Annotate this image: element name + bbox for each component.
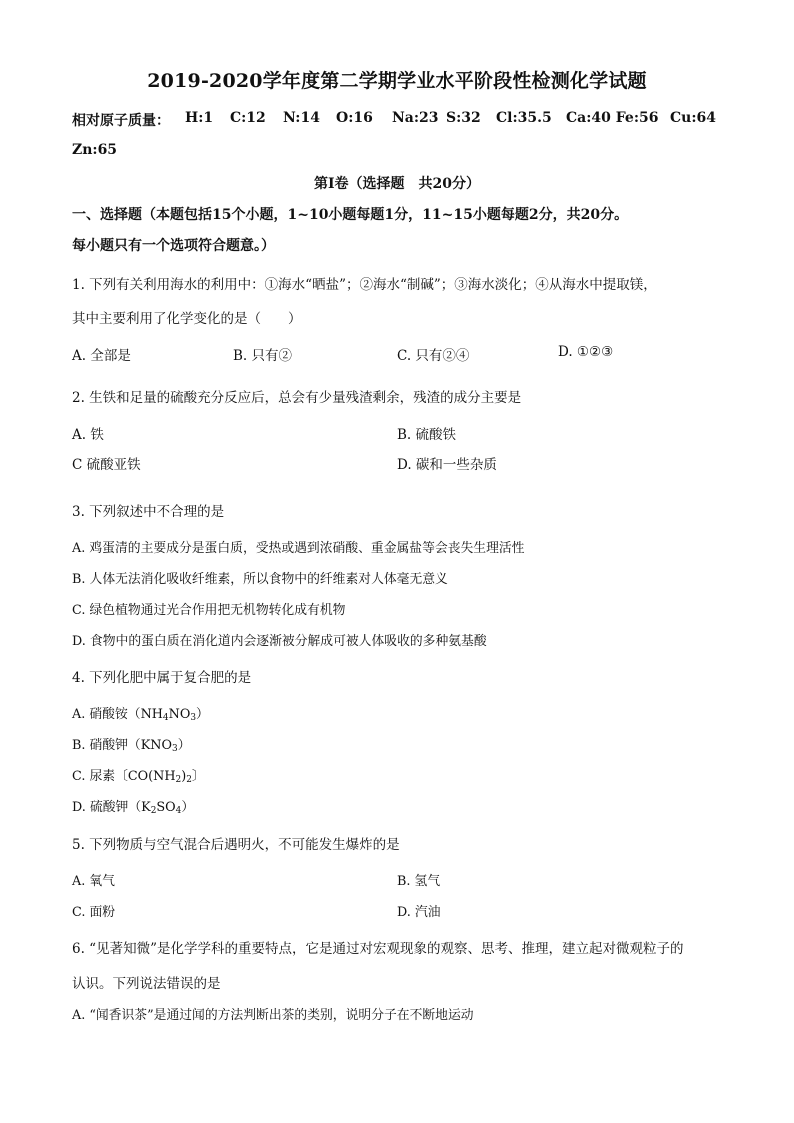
section-heading-line1: 一、选择题（本题包括15个小题，1~10小题每题1分，11~15小题每题2分，共20分。 [72,207,629,223]
q4-option-a-sub2: 3 [190,713,197,724]
q4-option-a [72,703,209,722]
atomic-mass-cl: Cl:35.5 [496,110,552,126]
q4-option-a-suffix: ） [196,707,209,722]
atomic-mass-ca-fe: Ca:40 Fe:56 [566,110,659,126]
q4-option-b-sub1: 3 [171,744,178,755]
q1-option-d: D. ①②③ [558,344,614,360]
q2-stem: 2. 生铁和足量的硫酸充分反应后，总会有少量残渣剩余，残渣的成分主要是 [72,390,522,406]
q6-stem-line1: 6. “见著知微”是化学学科的重要特点，它是通过对宏观现象的观察、思考、推理，建立起对微观粒子的 [72,941,684,957]
atomic-mass-h: H:1 [185,110,214,126]
q5-option-d: D. 汽油 [397,905,441,920]
q3-option-b: B. 人体无法消化吸收纤维素，所以食物中的纤维素对人体毫无意义 [72,572,448,587]
atomic-mass-label: 相对原子质量： [72,113,170,129]
q4-option-d [72,796,194,815]
atomic-mass-line [72,110,170,130]
q4-option-d-sub1: 2 [150,806,157,817]
q4-stem: 4. 下列化肥中属于复合肥的是 [72,670,252,686]
q4-option-c-sub1: 2 [175,775,182,786]
q4-option-d-suffix: ） [181,800,195,815]
q3-stem: 3. 下列叙述中不合理的是 [72,504,225,520]
q2-option-d: D. 碳和一些杂质 [397,457,497,473]
atomic-mass-cu: Cu:64 [670,110,716,126]
q4-option-c-mid: ) [181,769,187,784]
atomic-mass-zn: Zn:65 [72,142,118,158]
atomic-mass-o: O:16 [336,110,373,126]
q1-option-c: C. 只有②④ [397,348,470,364]
q6-option-a: A. “闻香识茶”是通过闻的方法判断出茶的类别，说明分子在不断地运动 [72,1008,474,1023]
q3-option-c: C. 绿色植物通过光合作用把无机物转化成有机物 [72,603,346,618]
q5-option-b: B. 氢气 [397,874,441,889]
q4-option-a-sub1: 4 [162,713,169,724]
q1-option-b: B. 只有② [233,348,293,364]
q4-option-b-prefix: B. 硝酸钾（KNO [72,738,172,753]
q4-option-d-sub2: 4 [175,806,182,817]
atomic-mass-c: C:12 [230,110,266,126]
q4-option-c-prefix: C. 尿素〔CO(NH [72,769,176,784]
page-title: 2019-2020学年度第二学期学业水平阶段性检测化学试题 [147,70,647,92]
q4-option-b [72,734,190,753]
q4-option-c-sub2: 2 [186,775,192,786]
q4-option-a-prefix: A. 硝酸铵（NH [72,707,163,722]
volume-title: 第Ⅰ卷（选择题 共20分） [313,176,481,192]
q2-option-c: C 硫酸亚铁 [72,457,141,473]
q3-option-a: A. 鸡蛋清的主要成分是蛋白质，受热或遇到浓硝酸、重金属盐等会丧失生理活性 [72,541,525,556]
atomic-mass-na: Na:23 [392,110,439,126]
q5-stem: 5. 下列物质与空气混合后遇明火，不可能发生爆炸的是 [72,837,400,853]
q5-option-c: C. 面粉 [72,905,116,920]
q4-option-d-mid: SO [156,800,176,815]
q4-option-a-mid: NO [168,707,191,722]
q4-option-c [72,765,205,784]
q2-option-b: B. 硫酸铁 [397,427,457,443]
atomic-mass-n: N:14 [283,110,320,126]
section-heading-line2: 每小题只有一个选项符合题意。） [72,238,275,254]
q3-option-d: D. 食物中的蛋白质在消化道内会逐渐被分解成可被人体吸收的多种氨基酸 [72,634,487,649]
atomic-mass-s: S:32 [446,110,481,126]
q4-option-b-mid: ） [177,738,191,753]
q6-stem-line2: 认识。下列说法错误的是 [72,976,221,992]
q5-option-a: A. 氧气 [72,874,115,889]
q1-stem-line1: 1. 下列有关利用海水的利用中：①海水“晒盐”；②海水“制碱”；③海水淡化；④从海水中提取镁， [72,277,657,293]
q1-option-a: A. 全部是 [72,348,131,364]
q4-option-d-prefix: D. 硫酸钾（K [72,800,151,815]
q4-option-c-suffix: 〕 [191,769,205,784]
q1-stem-line2: 其中主要利用了化学变化的是（ ） [72,311,302,327]
q2-option-a: A. 铁 [72,427,104,443]
